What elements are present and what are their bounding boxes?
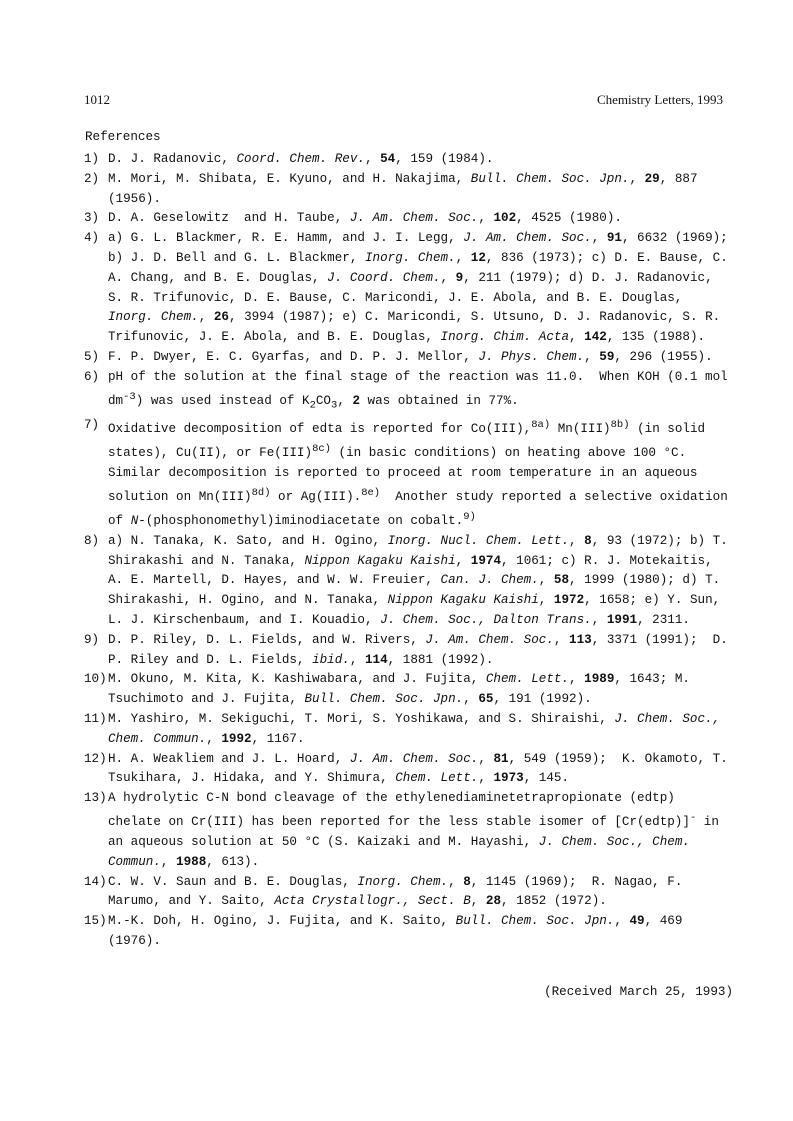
reference-item — [84, 631, 734, 671]
reference-item — [84, 368, 734, 416]
reference-text: A hydrolytic C-N bond cleavage of the ethylenediaminetetrapropionate (edtp) chelate on Cr(III) has been reported for the less stable isomer of [Cr(edtp)]- in an aqueous solution at 50 °C (S. Kaizaki and M. Hayashi, J. Chem. Soc., Chem. Commun., 1988, 613). — [108, 791, 727, 869]
reference-item — [84, 710, 734, 750]
reference-item — [84, 532, 734, 631]
reference-text: a) G. L. Blackmer, R. E. Hamm, and J. I. Legg, J. Am. Chem. Soc., 91, 6632 (1969); b) J. D. Bell and G. L. Blackmer, Inorg. Chem., 12, 836 (1973); c) D. E. Bause, C. A. Chang, and B. E. Douglas, J. Coord. Chem., 9, 211 (1979); d) D. J. Radanovic, S. R. Trifunovic, D. E. Bause, C. Maricondi, J. E. Abola, and B. E. Douglas, Inorg. Chem., 26, 3994 (1987); e) C. Maricondi, S. Utsuno, D. J. Radanovic, S. R. Trifunovic, J. E. Abola, and B. E. Douglas, Inorg. Chim. Acta, 142, 135 (1988). — [108, 231, 736, 345]
reference-text: D. J. Radanovic, Coord. Chem. Rev., 54, 159 (1984). — [108, 152, 494, 166]
reference-number: 3) — [84, 211, 100, 226]
reference-number: 2) — [84, 171, 100, 186]
reference-number: 12) — [84, 751, 107, 766]
reference-number: 11) — [84, 711, 107, 726]
journal-running-head: Chemistry Letters, 1993 — [596, 92, 723, 107]
reference-item — [84, 912, 734, 952]
reference-text: F. P. Dwyer, E. C. Gyarfas, and D. P. J. Mellor, J. Phys. Chem., 59, 296 (1955). — [108, 349, 713, 364]
reference-text: D. P. Riley, D. L. Fields, and W. Rivers, J. Am. Chem. Soc., 113, 3371 (1991); D. P. Riley and D. L. Fields, ibid., 114, 1881 (1992). — [108, 632, 736, 667]
reference-text: M. Yashiro, M. Sekiguchi, T. Mori, S. Yoshikawa, and S. Shiraishi, J. Chem. Soc., Chem. Commun., 1992, 1167. — [108, 711, 728, 746]
received-date: (Received March 25, 1993) — [544, 985, 733, 999]
reference-number: 1) — [84, 152, 100, 166]
reference-number: 7) — [84, 418, 100, 433]
reference-text: Oxidative decomposition of edta is reported for Co(III),$^{8a)}$ Mn(III)$^{8b)}$ (in solid states), Cu(II), or Fe(III)$^{8c)}$ (in basic conditions) on heating above 100 °C. Similar decomposition is reported to proceed at room temperature in an aqueous solution on Mn(III)$^{8d)}$ or Ag(III).$^{8e)}$ Another study reported a selective oxidation of N-(phosphonomethyl)iminodiacetate on cobalt.$^{9)}$ — [108, 419, 736, 528]
reference-item — [84, 229, 734, 348]
reference-text: D. A. Geselowitz and H. Taube, J. Am. Chem. Soc., 102, 4525 (1980). — [108, 211, 622, 226]
page-number: 1012 — [84, 92, 110, 107]
reference-item — [84, 873, 734, 913]
reference-item — [84, 170, 734, 210]
reference-number: 4) — [84, 231, 100, 246]
reference-number: 8) — [84, 533, 100, 548]
reference-item — [84, 416, 734, 532]
reference-text: M.-K. Doh, H. Ogino, J. Fujita, and K. Saito, Bull. Chem. Soc. Jpn., 49, 469 (1976). — [108, 914, 690, 948]
reference-item — [84, 750, 734, 790]
reference-number: 13) — [84, 791, 107, 806]
reference-number: 10) — [84, 672, 107, 687]
reference-text: M. Mori, M. Shibata, E. Kyuno, and H. Nakajima, Bull. Chem. Soc. Jpn., 29, 887 (1956). — [108, 171, 706, 206]
reference-item — [84, 348, 734, 368]
reference-item — [84, 670, 734, 710]
reference-item — [84, 209, 734, 229]
reference-number: 6) — [84, 369, 100, 384]
reference-number: 9) — [84, 632, 100, 647]
reference-text: pH of the solution at the final stage of the reaction was 11.0. When KOH (0.1 mol $dm^{-3}$) was used instead of $K_2CO_3$, 2 was obtained in 77%. — [108, 369, 736, 412]
reference-text: a) N. Tanaka, K. Sato, and H. Ogino, Inorg. Nucl. Chem. Lett., 8, 93 (1972); b) T. Shirakashi and N. Tanaka, Nippon Kagaku Kaishi, 1974, 1061; c) R. J. Motekaitis, A. E. Martell, D. Hayes, and W. W. Freuier, Can. J. Chem., 58, 1999 (1980); d) T. Shirakashi, H. Ogino, and N. Tanaka, Nippon Kagaku Kaishi, 1972, 1658; e) Y. Sun, L. J. Kirschenbaum, and I. Kouadio, J. Chem. Soc., Dalton Trans., 1991, 2311. — [108, 533, 736, 627]
references-heading: References — [85, 130, 161, 144]
reference-number: 15) — [84, 914, 107, 929]
reference-number: 5) — [84, 349, 100, 364]
reference-item — [84, 150, 734, 170]
reference-text: M. Okuno, M. Kita, K. Kashiwabara, and J. Fujita, Chem. Lett., 1989, 1643; M. Tsuchimoto and J. Fujita, Bull. Chem. Soc. Jpn., 65, 191 (1992). — [108, 672, 698, 707]
reference-text: C. W. V. Saun and B. E. Douglas, Inorg. Chem., 8, 1145 (1969); R. Nagao, F. Marumo, and Y. Saito, Acta Crystallogr., Sect. B, 28, 1852 (1972). — [108, 874, 690, 909]
reference-number: 14) — [84, 874, 107, 889]
reference-text: H. A. Weakliem and J. L. Hoard, J. Am. Chem. Soc., 81, 549 (1959); K. Okamoto, T. Tsukihara, J. Hidaka, and Y. Shimura, Chem. Lett., 1973, 145. — [108, 751, 736, 786]
references-list — [84, 150, 734, 952]
reference-item — [84, 789, 734, 872]
